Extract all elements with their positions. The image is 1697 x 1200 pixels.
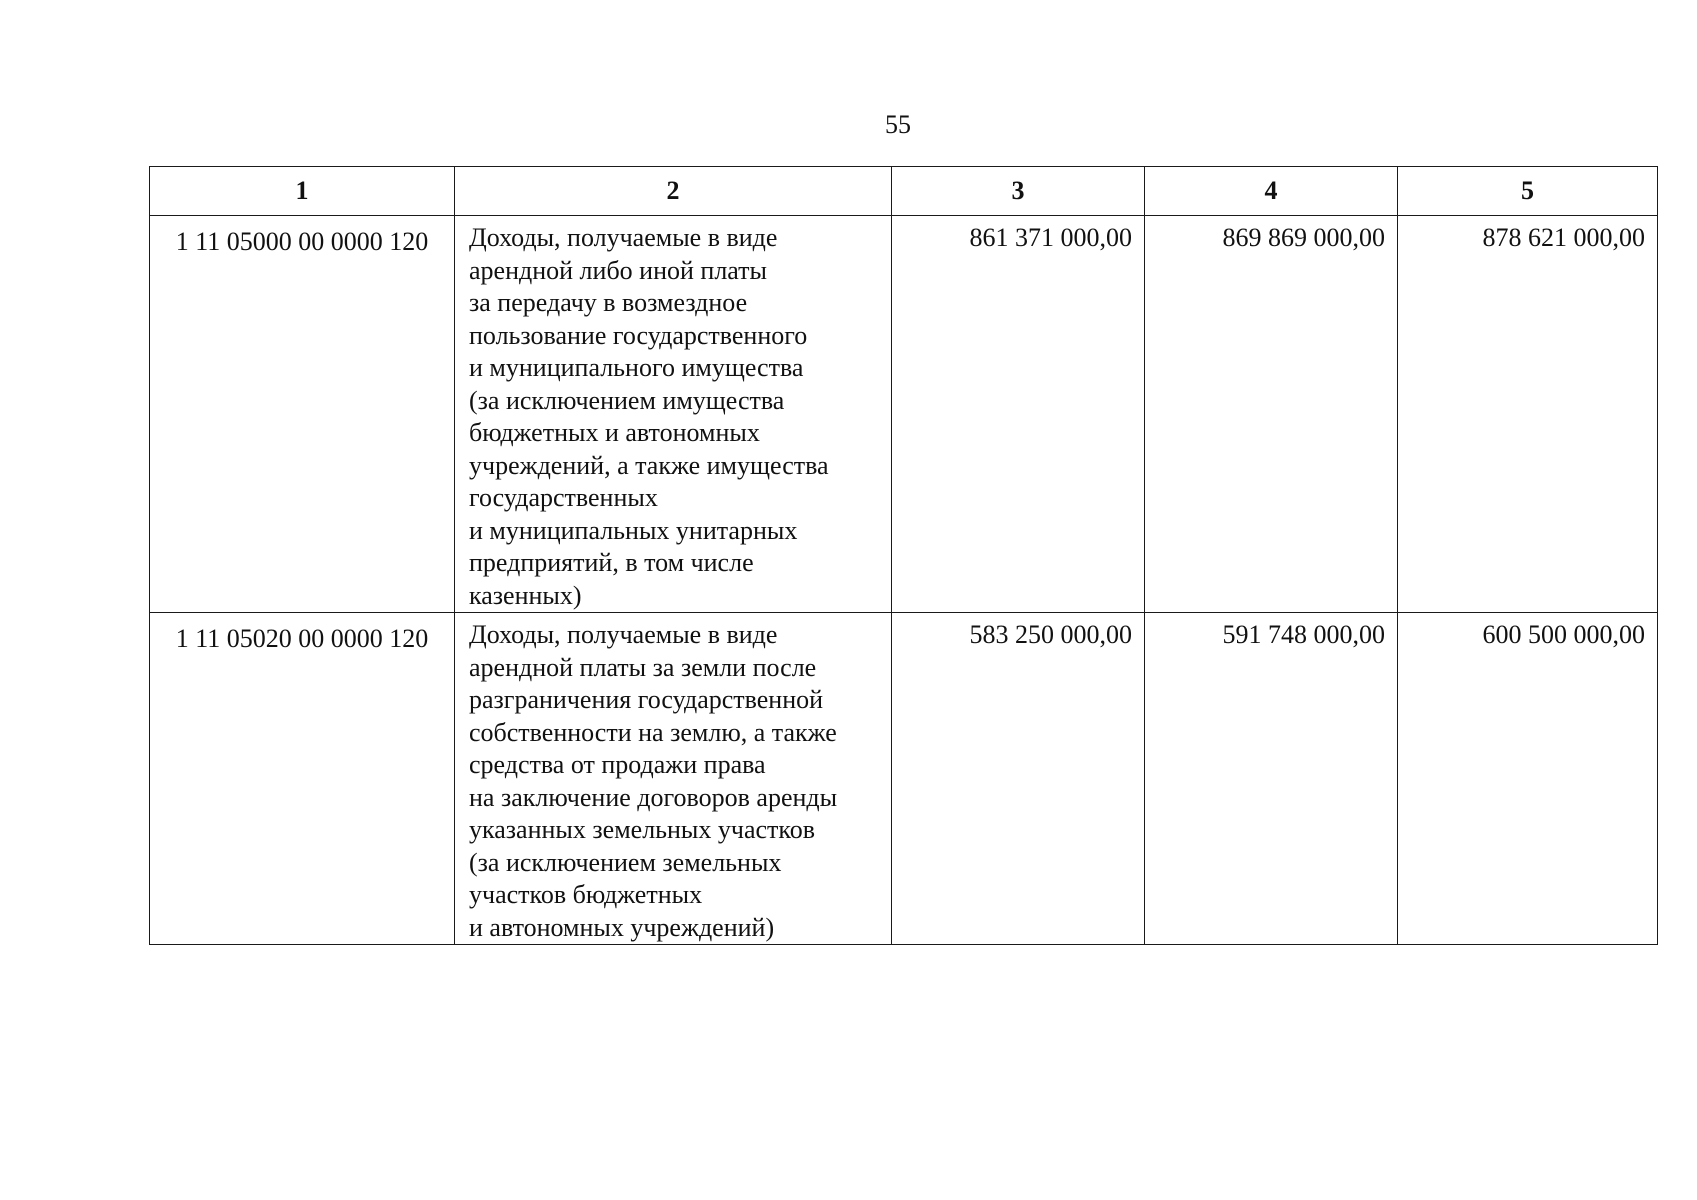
budget-code-cell: 1 11 05000 00 0000 120 — [150, 216, 455, 613]
description-line: бюджетных и автономных — [469, 418, 760, 447]
column-header-1: 1 — [150, 167, 455, 216]
amount-cell-col5: 600 500 000,00 — [1398, 613, 1658, 945]
description-line: учреждений, а также имущества — [469, 450, 829, 480]
column-header-5: 5 — [1398, 167, 1658, 216]
description-line: арендной либо иной платы — [469, 255, 767, 285]
description-line: предприятий, в том числе — [469, 548, 754, 577]
page-number: 55 — [885, 110, 911, 139]
description-cell — [455, 613, 892, 945]
amount-cell-col4: 869 869 000,00 — [1145, 216, 1398, 613]
description-line: за передачу в возмездное — [469, 288, 748, 317]
description-cell — [455, 216, 892, 613]
description-line: Доходы, получаемые в виде — [469, 223, 778, 252]
description-line: указанных земельных участков — [469, 815, 816, 844]
column-header-2: 2 — [455, 167, 892, 216]
table-row — [150, 613, 1658, 945]
column-header-4: 4 — [1145, 167, 1398, 216]
description-line: и муниципальных унитарных — [469, 515, 798, 545]
amount-cell-col3: 583 250 000,00 — [892, 613, 1145, 945]
description-line: собственности на землю, а также — [469, 717, 837, 747]
description-line: средства от продажи права — [469, 750, 766, 779]
column-header-3: 3 — [892, 167, 1145, 216]
description-line: участков бюджетных — [469, 880, 703, 909]
description-line: казенных) — [469, 580, 582, 610]
description-line: разграничения государственной — [469, 685, 824, 714]
amount-cell-col3: 861 371 000,00 — [892, 216, 1145, 613]
budget-code-cell: 1 11 05020 00 0000 120 — [150, 613, 455, 945]
description-line: арендной платы за земли после — [469, 652, 817, 682]
description-line: (за исключением земельных — [469, 847, 782, 877]
amount-cell-col4: 591 748 000,00 — [1145, 613, 1398, 945]
budget-revenue-table — [149, 166, 1658, 945]
description-line: Доходы, получаемые в виде — [469, 620, 778, 649]
description-line: и муниципального имущества — [469, 353, 804, 382]
amount-cell-col5: 878 621 000,00 — [1398, 216, 1658, 613]
description-line: и автономных учреждений) — [469, 912, 775, 942]
description-line: на заключение договоров аренды — [469, 782, 838, 812]
table-row — [150, 216, 1658, 613]
description-line: государственных — [469, 483, 658, 512]
description-line: пользование государственного — [469, 320, 808, 350]
table-header-row — [150, 167, 1658, 216]
description-line: (за исключением имущества — [469, 385, 785, 415]
